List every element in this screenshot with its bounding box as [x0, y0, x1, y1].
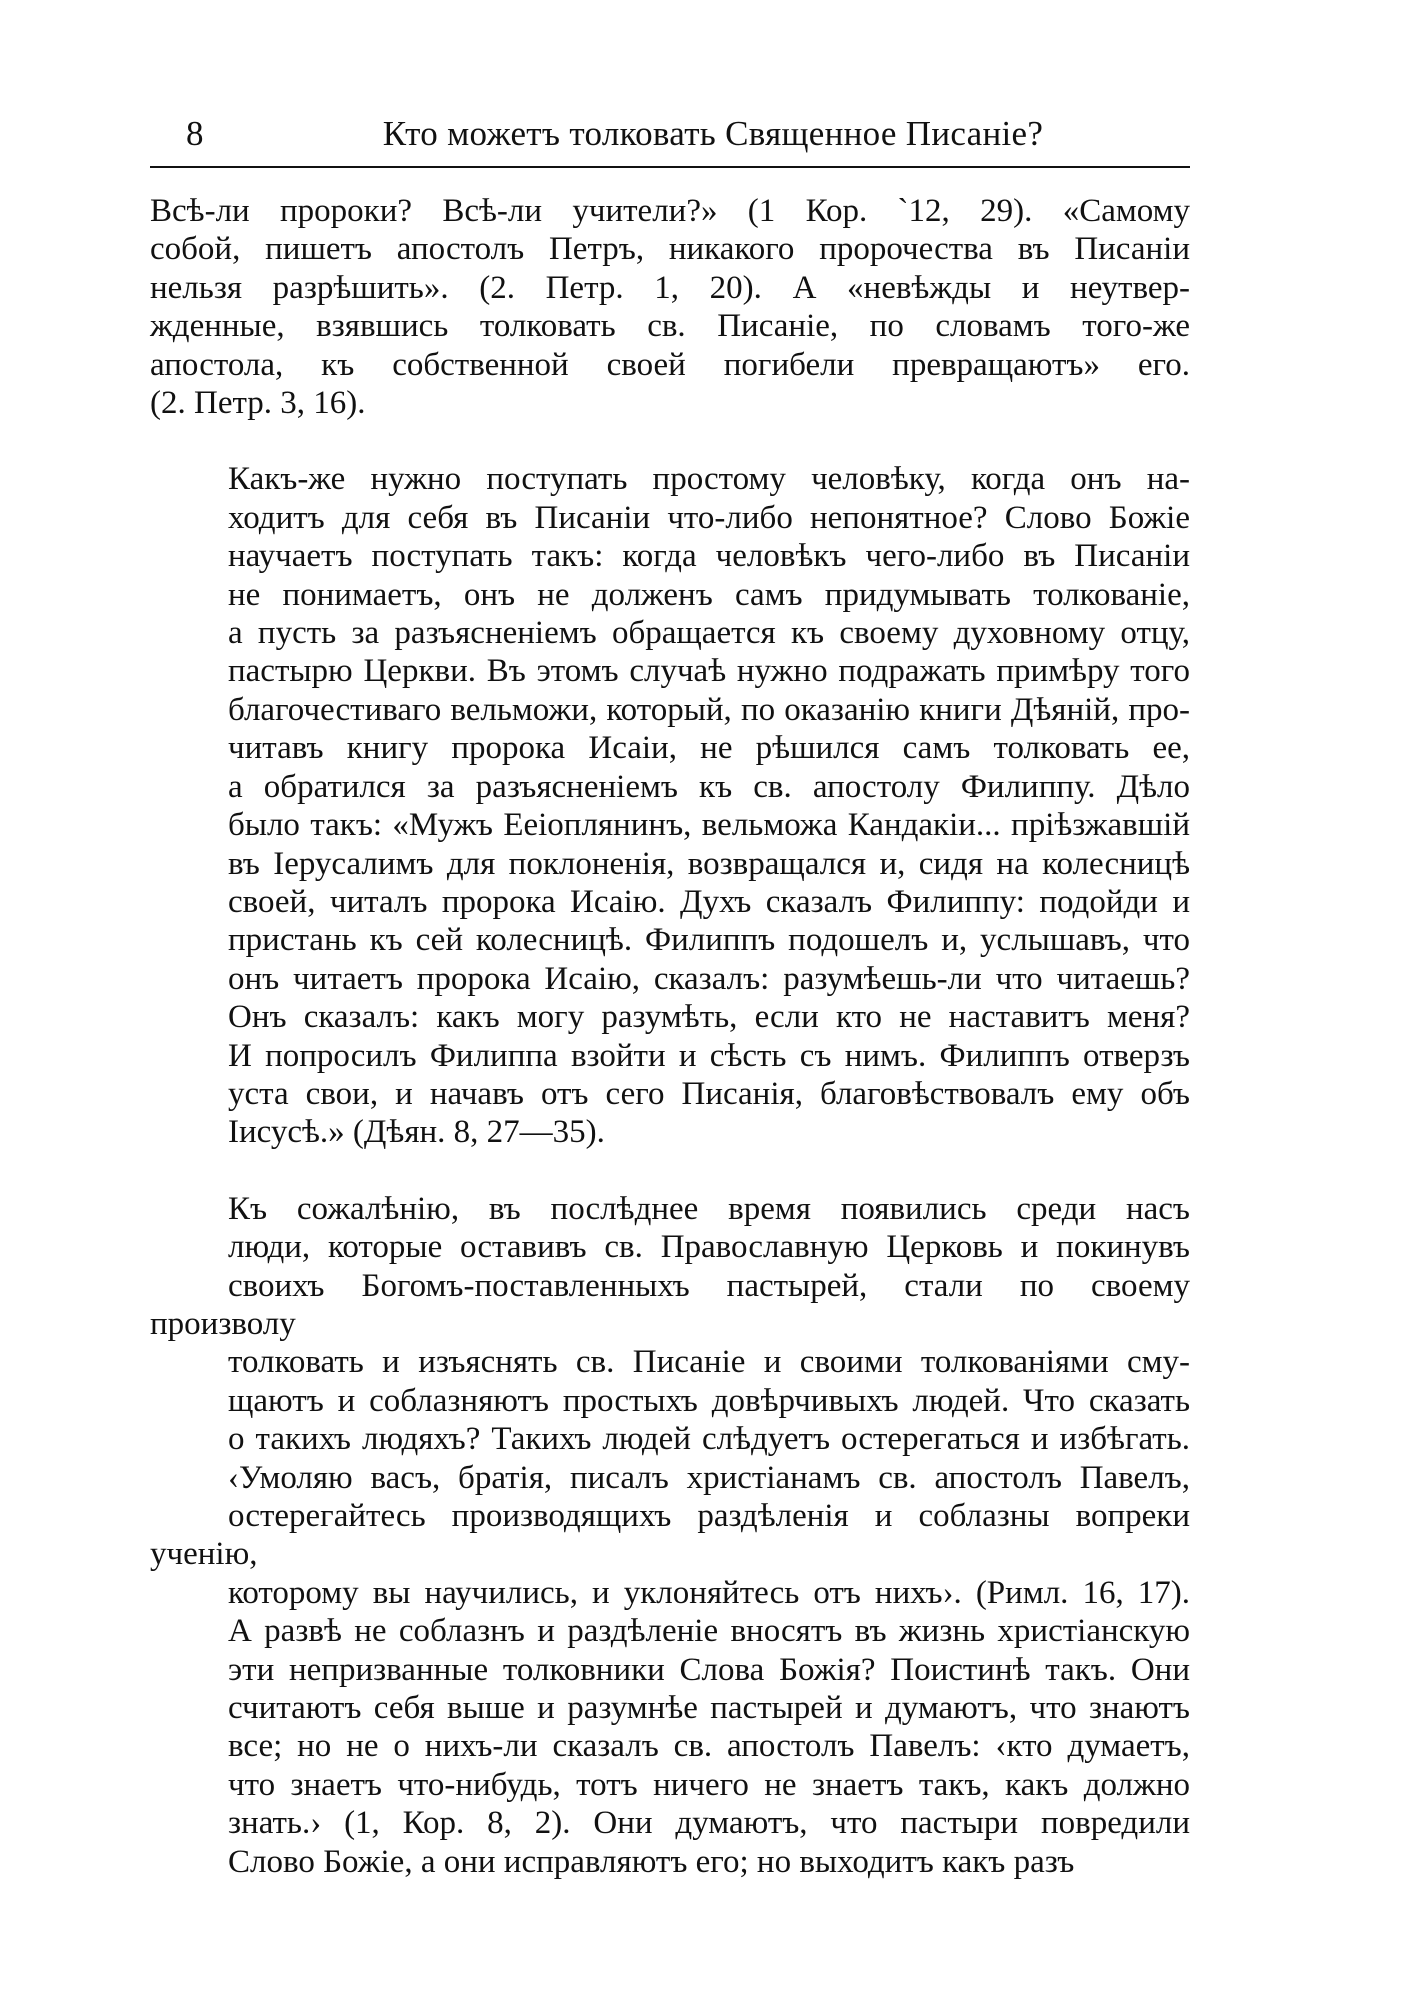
- text-line: жденные, взявшись толковать св. Писаніе, по словамъ того-же: [150, 308, 1190, 345]
- text-line: щаютъ и соблазняютъ простыхъ довѣрчивыхъ людей. Что сказать: [228, 1382, 1190, 1419]
- text-line: пастырю Церкви. Въ этомъ случаѣ нужно подражать примѣру того: [228, 653, 1190, 690]
- text-line: благочестиваго вельможи, который, по оказанію книги Дѣяній, про-: [228, 691, 1190, 728]
- header-rule: [150, 166, 1190, 168]
- text-line: собой, пишетъ апостолъ Петръ, никакого пророчества въ Писаніи: [150, 231, 1190, 268]
- text-line: а обратился за разъясненіемъ къ св. апостолу Филиппу. Дѣло: [228, 768, 1190, 805]
- text-line: не понимаетъ, онъ не долженъ самъ придумывать толкованіе,: [228, 576, 1190, 613]
- text-line: своей, читалъ пророка Исаію. Духъ сказалъ Филиппу: подойди и: [228, 883, 1190, 920]
- book-page: [150, 112, 1190, 1881]
- text-line: Слово Божіе, а они исправляютъ его; но выходитъ какъ разъ: [228, 1843, 1075, 1880]
- text-line: эти непризванные толковники Слова Божія? Поистинѣ такъ. Они: [228, 1651, 1190, 1688]
- text-line: о такихъ людяхъ? Такихъ людей слѣдуетъ остерегаться и избѣгать.: [228, 1421, 1190, 1458]
- text-line: И попросилъ Филиппа взойти и сѣсть съ нимъ. Филиппъ отверзъ: [228, 1037, 1190, 1074]
- text-line: что знаетъ что-нибудь, тотъ ничего не знаетъ такъ, какъ должно: [228, 1766, 1190, 1803]
- text-line: (2. Петр. 3, 16).: [150, 385, 366, 422]
- text-line: научаетъ поступать такъ: когда человѣкъ чего-либо въ Писаніи: [228, 538, 1190, 575]
- text-line: а пусть за разъясненіемъ обращается къ своему духовному отцу,: [228, 615, 1190, 652]
- text-line: Іисусѣ.» (Дѣян. 8, 27—35).: [228, 1114, 605, 1151]
- text-line: Онъ сказалъ: какъ могу разумѣть, если кто не наставитъ меня?: [228, 999, 1190, 1036]
- paragraph-2: [150, 460, 1190, 1151]
- text-line: остерегайтесь производящихъ раздѣленія и соблазны вопреки ученію,: [150, 1498, 1190, 1573]
- text-line: ходитъ для себя въ Писаніи что-либо непонятное? Слово Божіе: [228, 499, 1190, 536]
- text-line: нельзя разрѣшить». (2. Петр. 1, 20). А «невѣжды и неутвер-: [150, 269, 1190, 306]
- paragraph-3: [150, 1190, 1190, 1881]
- text-line: было такъ: «Мужъ Ееіоплянинъ, вельможа Кандакіи... пріѣзжавшій: [228, 807, 1190, 844]
- text-line: читавъ книгу пророка Исаіи, не рѣшился самъ толковать ее,: [228, 730, 1190, 767]
- text-line: считаютъ себя выше и разумнѣе пастырей и думаютъ, что знаютъ: [228, 1690, 1190, 1727]
- text-line: онъ читаетъ пророка Исаію, сказалъ: разумѣешь-ли что читаешь?: [228, 960, 1190, 997]
- text-line: пристань къ сей колесницѣ. Филиппъ подошелъ и, услышавъ, что: [228, 922, 1190, 959]
- body-text: [150, 192, 1190, 1881]
- running-title: Кто можетъ толковать Священное Писаніе?: [382, 114, 1044, 153]
- text-line: все; но не о нихъ-ли сказалъ св. апостолъ Павелъ: ‹кто думаетъ,: [228, 1728, 1190, 1765]
- text-line: апостола, къ собственной своей погибели превращаютъ» его.: [150, 346, 1190, 383]
- text-line: Какъ-же нужно поступать простому человѣку, когда онъ на-: [228, 461, 1190, 498]
- text-line: Всѣ-ли пророки? Всѣ-ли учители?» (1 Кор. `12, 29). «Самому: [150, 193, 1190, 229]
- text-line: своихъ Богомъ-поставленныхъ пастырей, стали по своему произволу: [150, 1267, 1190, 1342]
- text-line: люди, которые оставивъ св. Православную Церковь и покинувъ: [228, 1229, 1190, 1266]
- running-head: [150, 112, 1190, 156]
- text-line: А развѣ не соблазнъ и раздѣленіе вносятъ въ жизнь христіанскую: [228, 1613, 1190, 1650]
- text-line: толковать и изъяснять св. Писаніе и своими толкованіями сму-: [228, 1344, 1190, 1381]
- paragraph-1: [150, 192, 1190, 422]
- text-line: уста свои, и начавъ отъ сего Писанія, благовѣствовалъ ему объ: [228, 1075, 1190, 1112]
- text-line: ‹Умоляю васъ, братія, писалъ христіанамъ св. апостолъ Павелъ,: [228, 1459, 1190, 1496]
- page-number: 8: [186, 114, 204, 153]
- text-line: знать.› (1, Кор. 8, 2). Они думаютъ, что пастыри повредили: [228, 1805, 1190, 1842]
- text-line: Къ сожалѣнію, въ послѣднее время появились среди насъ: [228, 1190, 1190, 1227]
- text-line: въ Іерусалимъ для поклоненія, возвращался и, сидя на колесницѣ: [228, 845, 1190, 882]
- text-line: которому вы научились, и уклоняйтесь отъ нихъ›. (Римл. 16, 17).: [228, 1574, 1190, 1611]
